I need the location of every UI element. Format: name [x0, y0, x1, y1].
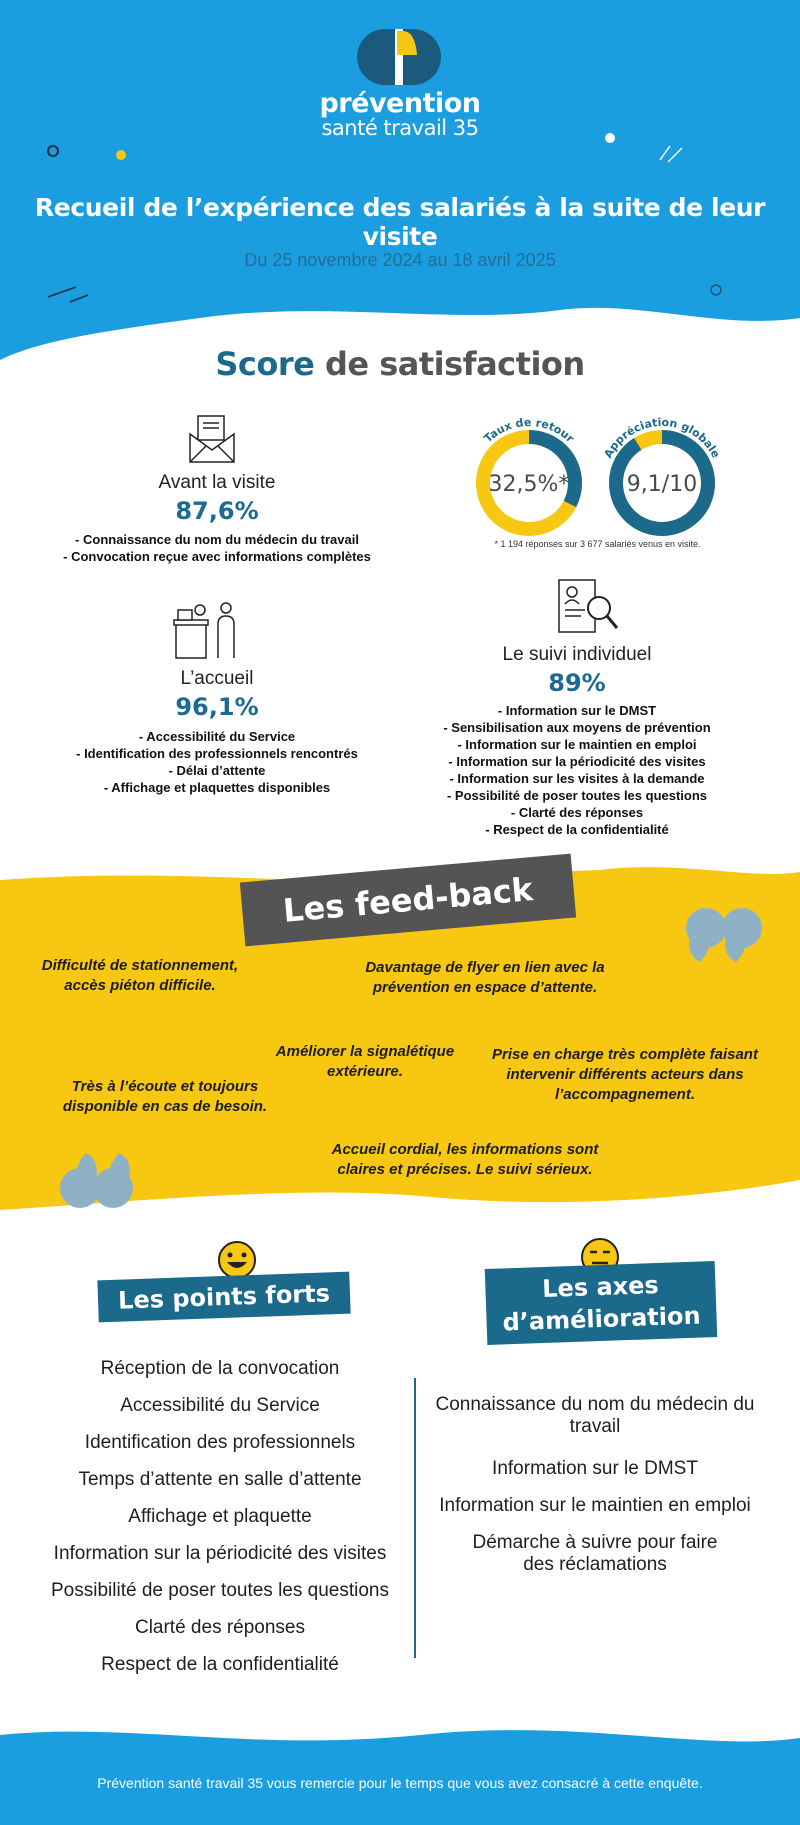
score-title-part2: de satisfaction: [324, 345, 585, 383]
points-forts-item: Identification des professionnels: [84, 1432, 356, 1453]
date-range: Du 25 novembre 2024 au 18 avril 2025: [244, 250, 556, 270]
appreciation-value: 9,1/10: [626, 472, 698, 497]
feedback-title: Les feed-back: [281, 870, 535, 930]
gauges: [455, 405, 740, 545]
smiley-happy-icon: [217, 1240, 257, 1280]
accueil-value: 96,1%: [175, 693, 259, 721]
reception-desk-icon: [172, 602, 242, 660]
feedback-quote: Accueil cordial, les informations sont claires et précises. Le suivi sérieux.: [331, 1141, 599, 1178]
feedback-quote: Difficulté de stationnement, accès piéton difficile.: [41, 957, 239, 994]
points-forts-item: Affichage et plaquette: [128, 1506, 312, 1527]
accueil-item: - Délai d’attente: [168, 763, 266, 778]
appreciation-label: Appréciation globale: [601, 415, 723, 461]
gauge-footnote: * 1 194 réponses sur 3 677 salariés venus en visite.: [494, 539, 701, 549]
suivi-item: - Information sur les visites à la demande: [449, 771, 705, 786]
suivi-list: [397, 702, 757, 838]
axes-item: Information sur le maintien en emploi: [439, 1495, 751, 1516]
suivi-value: 89%: [548, 669, 606, 697]
points-forts-item: Possibilité de poser toutes les questions: [51, 1580, 389, 1601]
footer-text: Prévention santé travail 35 vous remercie pour le temps que vous avez consacré à cette enquête.: [97, 1775, 703, 1791]
suivi-item: - Possibilité de poser toutes les questions: [446, 788, 708, 803]
avant-visite-item: - Convocation reçue avec informations complètes: [63, 549, 371, 564]
accueil-item: - Affichage et plaquettes disponibles: [103, 780, 331, 795]
axes-list: [425, 1394, 765, 1576]
avant-visite-value: 87,6%: [175, 497, 259, 525]
appreciation-gauge: [601, 416, 722, 529]
suivi-item: - Information sur la périodicité des visites: [448, 754, 706, 769]
taux-retour-value: 32,5%*: [488, 472, 570, 497]
feedback-quote: Prise en charge très complète faisant intervenir différents acteurs dans l’accompagnement.: [492, 1046, 758, 1103]
points-forts-banner: [97, 1272, 350, 1323]
logo-text-prevention: prévention: [319, 88, 481, 119]
feedback-quote: Davantage de flyer en lien avec la prévention en espace d’attente.: [365, 959, 605, 996]
taux-retour-label: Taux de retour: [481, 415, 577, 446]
points-forts-item: Temps d’attente en salle d’attente: [78, 1469, 362, 1490]
score-title: [0, 345, 800, 383]
avant-visite-item: - Connaissance du nom du médecin du travail: [75, 532, 359, 547]
envelope-icon: [186, 414, 238, 464]
axes-item: Connaissance du nom du médecin du travail: [435, 1394, 755, 1437]
avant-visite-label: Avant la visite: [158, 472, 276, 493]
accueil-list: [37, 728, 397, 796]
taux-retour-gauge: [481, 416, 576, 529]
points-forts-item: Respect de la confidentialité: [101, 1654, 339, 1675]
suivi-label: Le suivi individuel: [502, 644, 652, 665]
axes-title-line2: d’amélioration: [502, 1301, 702, 1337]
axes-title-line1: Les axes: [541, 1270, 660, 1304]
points-forts-item: Réception de la convocation: [100, 1358, 340, 1379]
points-forts-title: Les points forts: [117, 1279, 331, 1315]
suivi-item: - Information sur le maintien en emploi: [457, 737, 697, 752]
suivi-item: - Respect de la confidentialité: [485, 822, 669, 837]
avant-visite-list: [37, 531, 397, 565]
suivi-item: - Clarté des réponses: [510, 805, 644, 820]
feedback-quote: Améliorer la signalétique extérieure.: [275, 1043, 455, 1080]
document-search-icon: [555, 578, 621, 636]
feedback-quote: Très à l’écoute et toujours disponible en cas de besoin.: [62, 1078, 268, 1115]
page-title: Recueil de l’expérience des salariés à la suite de leur visite: [34, 193, 766, 251]
score-title-part1: Score: [215, 345, 315, 383]
points-forts-item: Clarté des réponses: [134, 1617, 306, 1638]
points-forts-list: [20, 1358, 420, 1691]
logo-text-sante-travail: santé travail 35: [321, 116, 479, 140]
axes-item: Information sur le DMST: [492, 1458, 698, 1479]
accueil-item: - Accessibilité du Service: [138, 729, 296, 744]
points-forts-item: Information sur la périodicité des visites: [53, 1543, 387, 1564]
accueil-label: L’accueil: [180, 668, 254, 689]
logo-icon: [355, 27, 445, 87]
suivi-item: - Information sur le DMST: [497, 703, 657, 718]
accueil-item: - Identification des professionnels rencontrés: [76, 746, 358, 761]
axes-banner: [485, 1261, 718, 1345]
suivi-item: - Sensibilisation aux moyens de prévention: [443, 720, 711, 735]
axes-item: Démarche à suivre pour faire des réclamations: [472, 1532, 718, 1575]
column-divider: [414, 1378, 416, 1658]
points-forts-item: Accessibilité du Service: [120, 1395, 320, 1416]
